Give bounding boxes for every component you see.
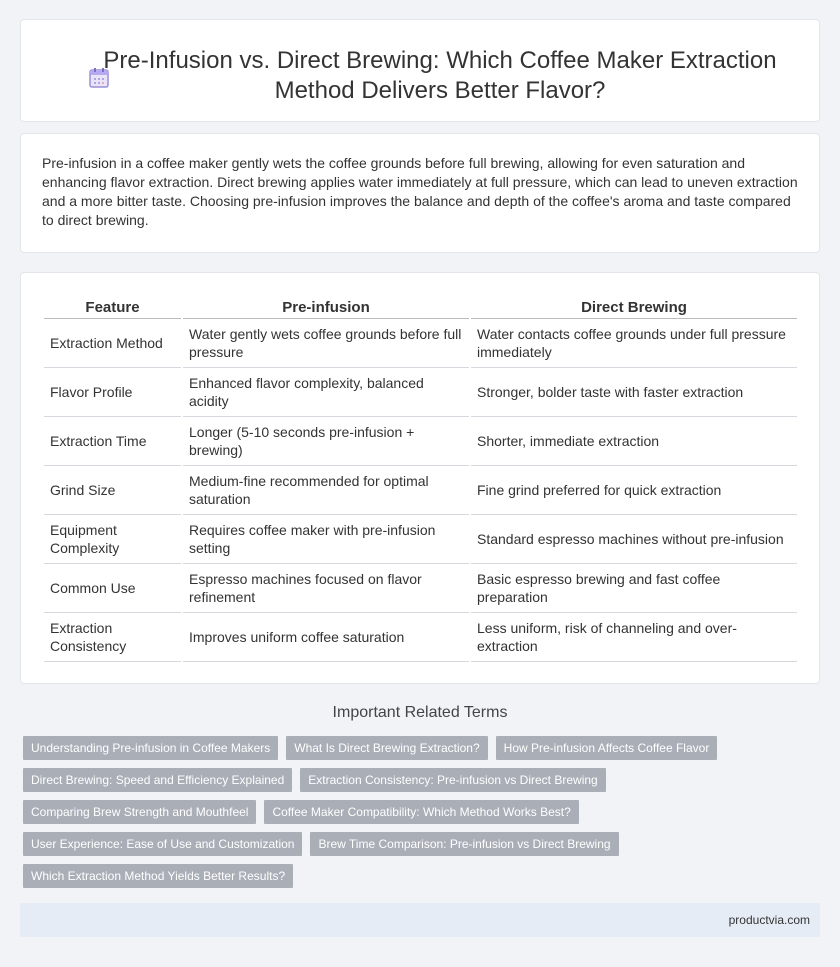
direct-brewing-cell: Fine grind preferred for quick extraction [471, 466, 797, 515]
related-term-tag[interactable]: Direct Brewing: Speed and Efficiency Explained [23, 768, 292, 792]
pre-infusion-cell: Longer (5-10 seconds pre-infusion + brewing) [183, 417, 469, 466]
footer [20, 903, 820, 937]
pre-infusion-cell: Requires coffee maker with pre-infusion setting [183, 515, 469, 564]
direct-brewing-cell: Shorter, immediate extraction [471, 417, 797, 466]
pre-infusion-cell: Medium-fine recommended for optimal saturation [183, 466, 469, 515]
pre-infusion-cell: Enhanced flavor complexity, balanced acidity [183, 368, 469, 417]
table-row [44, 515, 797, 564]
feature-cell: Grind Size [44, 466, 181, 515]
table-row [44, 417, 797, 466]
related-term-tag[interactable]: How Pre-infusion Affects Coffee Flavor [496, 736, 718, 760]
table-header-row [44, 292, 797, 319]
pre-infusion-cell: Water gently wets coffee grounds before full pressure [183, 319, 469, 368]
title-card [20, 19, 820, 122]
related-term-tag[interactable]: Comparing Brew Strength and Mouthfeel [23, 800, 256, 824]
feature-cell: Flavor Profile [44, 368, 181, 417]
pre-infusion-cell: Espresso machines focused on flavor refinement [183, 564, 469, 613]
related-terms-list [23, 736, 803, 896]
intro-card [20, 133, 820, 253]
related-term-tag[interactable]: Brew Time Comparison: Pre-infusion vs Direct Brewing [310, 832, 618, 856]
feature-cell: Extraction Method [44, 319, 181, 368]
table-row [44, 368, 797, 417]
table-row [44, 466, 797, 515]
table-row [44, 613, 797, 662]
page-title: Pre-Infusion vs. Direct Brewing: Which Coffee Maker Extraction Method Delivers Better Flavor? [103, 47, 777, 104]
feature-cell: Extraction Time [44, 417, 181, 466]
feature-cell: Equipment Complexity [44, 515, 181, 564]
comparison-table-card [20, 272, 820, 684]
feature-cell: Extraction Consistency [44, 613, 181, 662]
related-term-tag[interactable]: What Is Direct Brewing Extraction? [286, 736, 487, 760]
direct-brewing-cell: Water contacts coffee grounds under full pressure immediately [471, 319, 797, 368]
related-term-tag[interactable]: Understanding Pre-infusion in Coffee Makers [23, 736, 278, 760]
column-header-feature: Feature [44, 292, 181, 319]
direct-brewing-cell: Less uniform, risk of channeling and over-extraction [471, 613, 797, 662]
site-name[interactable]: productvia.com [728, 913, 810, 927]
intro-paragraph: Pre-infusion in a coffee maker gently wets the coffee grounds before full brewing, allowing for even saturation and enhancing flavor extraction. Direct brewing applies water immediately at full pressure, which can lead to uneven extraction and a more bitter taste. Choosing pre-infusion improves the balance and depth of the coffee's aroma and taste compared to direct brewing. [42, 155, 798, 228]
related-term-tag[interactable]: Extraction Consistency: Pre-infusion vs Direct Brewing [300, 768, 605, 792]
direct-brewing-cell: Stronger, bolder taste with faster extraction [471, 368, 797, 417]
related-term-tag[interactable]: Coffee Maker Compatibility: Which Method Works Best? [264, 800, 578, 824]
table-row [44, 564, 797, 613]
direct-brewing-cell: Basic espresso brewing and fast coffee preparation [471, 564, 797, 613]
related-term-tag[interactable]: Which Extraction Method Yields Better Results? [23, 864, 293, 888]
column-header-direct-brewing: Direct Brewing [471, 292, 797, 319]
pre-infusion-cell: Improves uniform coffee saturation [183, 613, 469, 662]
related-terms-heading: Important Related Terms [332, 704, 508, 721]
direct-brewing-cell: Standard espresso machines without pre-infusion [471, 515, 797, 564]
column-header-pre-infusion: Pre-infusion [183, 292, 469, 319]
comparison-table [42, 292, 799, 662]
table-row [44, 319, 797, 368]
related-term-tag[interactable]: User Experience: Ease of Use and Customization [23, 832, 302, 856]
feature-cell: Common Use [44, 564, 181, 613]
